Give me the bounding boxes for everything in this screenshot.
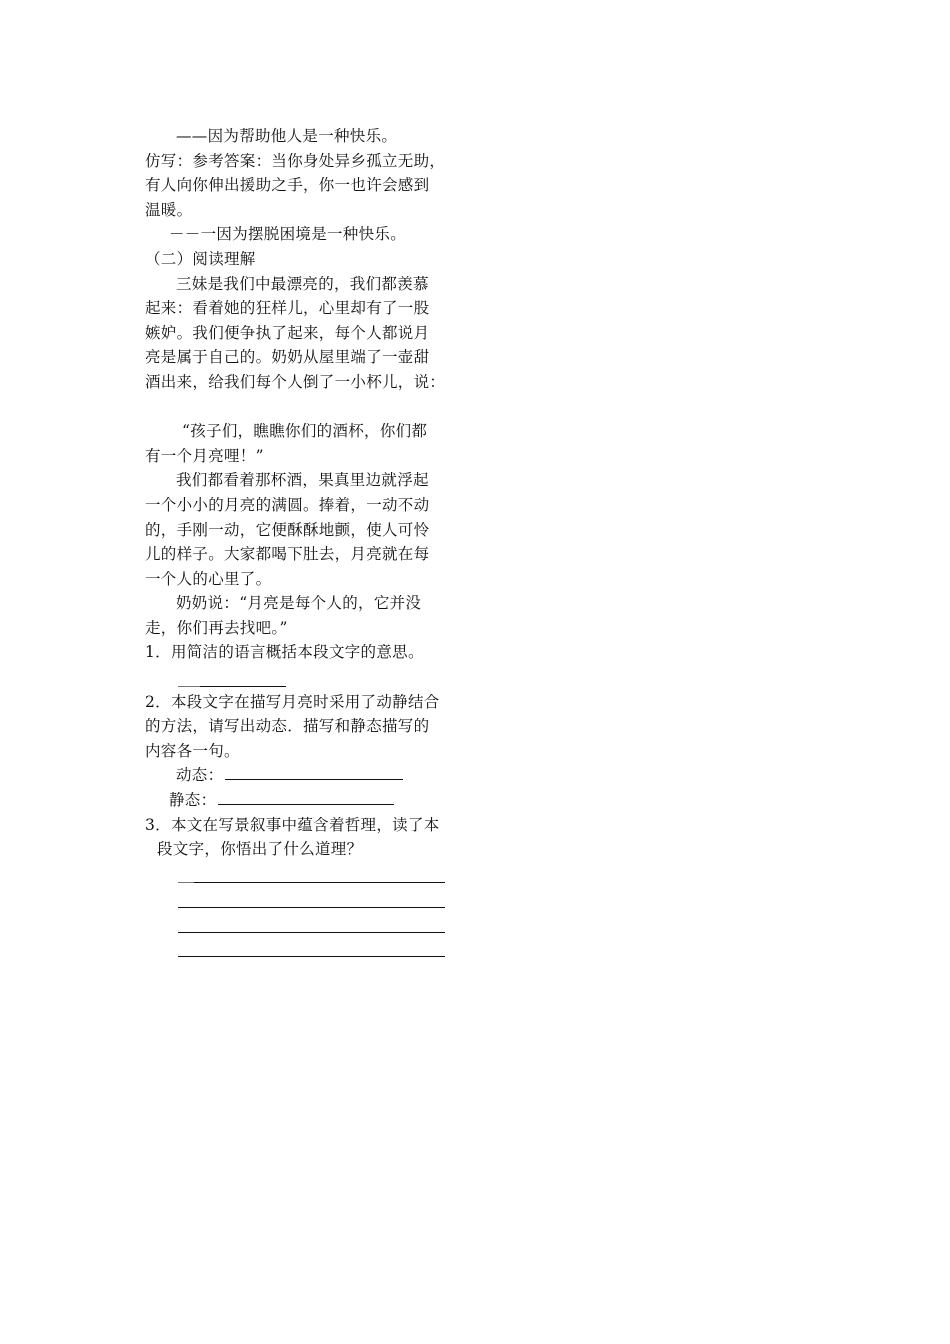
question-3: 3．本文在写景叙事中蕴含着哲理，读了本	[145, 815, 440, 834]
paragraph-line: “孩子们，瞧瞧你们的酒杯，你们都	[182, 422, 428, 441]
question-3-cont: 段文字，你悟出了什么道理？	[157, 840, 363, 859]
text-line: ——因为帮助他人是一种快乐。	[176, 127, 398, 145]
answer-line-q1[interactable]	[145, 665, 463, 690]
answer-line-q3[interactable]	[145, 886, 463, 911]
text-line: 温暖。	[145, 200, 193, 219]
paragraph-line: 亮是属于自己的。奶奶从屋里端了一壶甜	[145, 348, 430, 367]
paragraph-line: 三妹是我们中最漂亮的，我们都羡慕	[176, 274, 429, 293]
blank-line	[145, 395, 463, 420]
answer-line-q3[interactable]	[145, 936, 463, 961]
paragraph-line: 有一个月亮哩！”	[145, 446, 264, 465]
paragraph-line: 起来：看着她的狂样儿，心里却有了一股	[145, 299, 430, 318]
static-label: 静态：	[169, 791, 217, 810]
paragraph-line: 奶奶说：“月亮是每个人的，它并没	[176, 594, 422, 613]
text-line: －－一因为摆脱困境是一种快乐。	[169, 225, 407, 244]
paragraph-line: 我们都看着那杯酒，果真里边就浮起	[176, 471, 429, 490]
static-answer-row	[145, 788, 463, 813]
text-line: 有人向你伸出援助之手，你一也许会感到	[145, 176, 430, 195]
answer-line-q3[interactable]	[145, 911, 463, 936]
paragraph-line: 一个人的心里了。	[145, 569, 272, 588]
dynamic-answer-row	[145, 763, 463, 788]
paragraph-line: 酒出来，给我们每个人倒了一小杯儿，说：	[145, 372, 446, 391]
paragraph-line: 的，手刚一动，它便酥酥地颤，使人可怜	[145, 520, 430, 539]
text-line: 仿写：参考答案：当你身处异乡孤立无助，	[145, 151, 446, 170]
question-2-cont: 的方法，请写出动态．描写和静态描写的	[145, 717, 430, 736]
question-2-cont: 内容各一句。	[145, 741, 240, 760]
static-answer-line[interactable]	[218, 790, 394, 805]
question-2: 2．本段文字在描写月亮时采用了动静结合	[145, 692, 440, 711]
dynamic-answer-line[interactable]	[225, 765, 403, 780]
dynamic-label: 动态：	[176, 766, 224, 785]
paragraph-line: 嫉妒。我们便争执了起来，每个人都说月	[145, 323, 430, 342]
section-heading: （二）阅读理解	[145, 249, 256, 268]
question-1: 1．用简洁的语言概括本段文字的意思。	[145, 643, 424, 662]
paragraph-line: 儿的样子。大家都喝下肚去，月亮就在每	[145, 545, 430, 564]
paragraph-line: 一个小小的月亮的满圆。捧着，一动不动	[145, 495, 430, 514]
text-column	[145, 124, 463, 960]
paragraph-line: 走，你们再去找吧。”	[145, 618, 288, 637]
answer-line-q3[interactable]	[145, 862, 463, 887]
